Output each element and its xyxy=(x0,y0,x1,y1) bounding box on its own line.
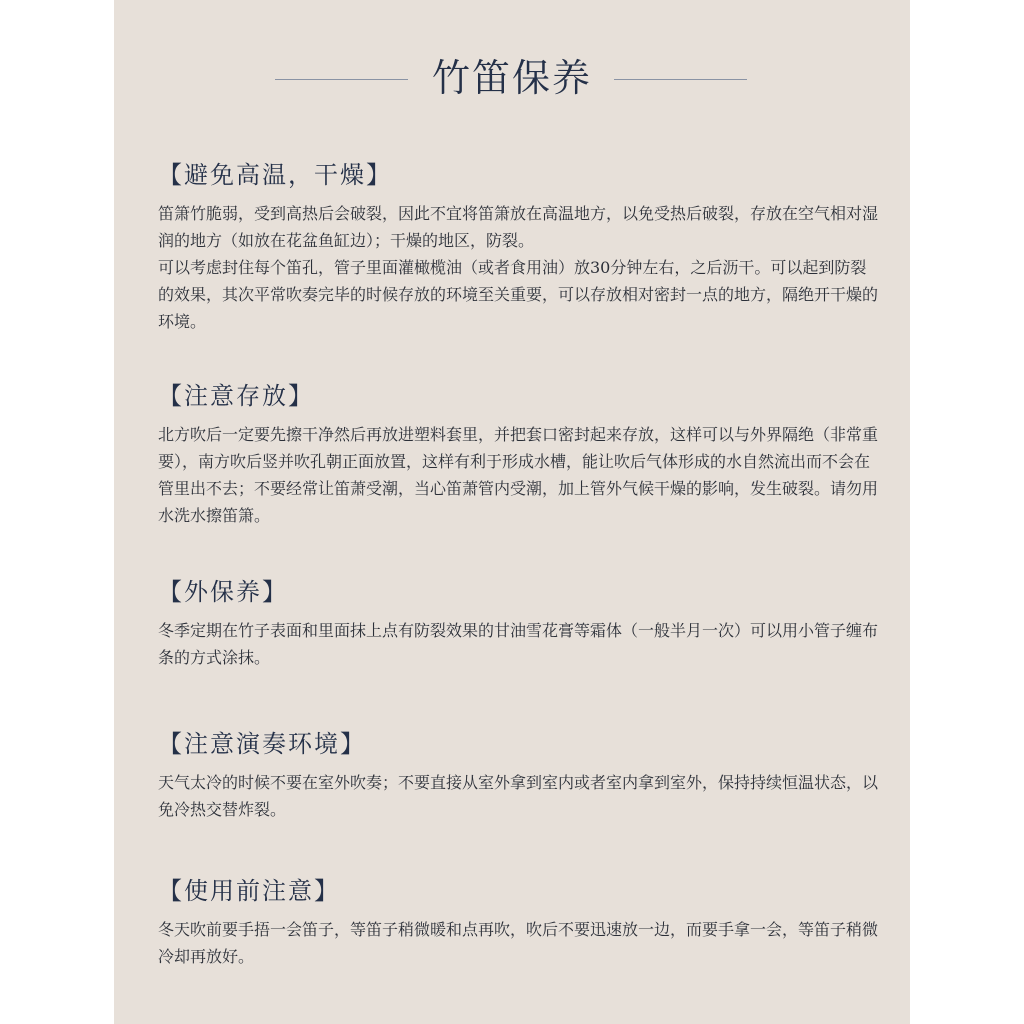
section-heading: 【使用前注意】 xyxy=(158,877,340,905)
section-heading: 【注意存放】 xyxy=(158,382,314,410)
section-heading: 【注意演奏环境】 xyxy=(158,730,366,758)
section-paragraph: 北方吹后一定要先擦干净然后再放进塑料套里，并把套口密封起来存放，这样可以与外界隔绝（非常重要），南方吹后竖并吹孔朝正面放置，这样有利于形成水槽，能让吹后气体形成的水自然流出而不会在管里出不去；不要经常让笛萧受潮，当心笛萧管内受潮，加上管外气候干燥的影响，发生破裂。请勿用水洗水擦笛箫。 xyxy=(158,425,879,525)
section-body xyxy=(158,200,878,335)
document-page xyxy=(114,0,910,1024)
section-paragraph: 笛箫竹脆弱，受到高热后会破裂，因此不宜将笛箫放在高温地方，以免受热后破裂，存放在空气相对湿润的地方（如放在花盆鱼缸边）；干燥的地区，防裂。 xyxy=(158,204,879,250)
section-body xyxy=(158,617,878,671)
section-storage xyxy=(158,381,878,529)
section-heading: 【避免高温，干燥】 xyxy=(158,161,392,189)
section-external-care xyxy=(158,577,878,671)
section-paragraph: 冬季定期在竹子表面和里面抹上点有防裂效果的甘油雪花膏等霜体（一般半月一次）可以用小管子缠布条的方式涂抹。 xyxy=(158,621,879,667)
page-title: 竹笛保养 xyxy=(431,56,592,100)
section-heading: 【外保养】 xyxy=(158,578,288,606)
section-environment xyxy=(158,729,878,823)
section-body xyxy=(158,769,878,823)
title-row xyxy=(114,52,910,108)
section-before-use xyxy=(158,876,878,970)
section-paragraph: 冬天吹前要手捂一会笛子，等笛子稍微暖和点再吹，吹后不要迅速放一边，而要手拿一会，等笛子稍微冷却再放好。 xyxy=(158,920,879,966)
section-paragraph: 可以考虑封住每个笛孔，管子里面灌橄榄油（或者食用油）放30分钟左右，之后沥干。可以起到防裂的效果，其次平常吹奏完毕的时候存放的环境至关重要，可以存放相对密封一点的地方，隔绝开干燥的环境。 xyxy=(158,258,879,331)
section-body xyxy=(158,421,878,529)
title-divider-left xyxy=(275,79,408,80)
section-avoid-heat xyxy=(158,160,878,335)
title-divider-right xyxy=(614,79,747,80)
section-body xyxy=(158,916,878,970)
section-paragraph: 天气太冷的时候不要在室外吹奏；不要直接从室外拿到室内或者室内拿到室外，保持持续恒温状态，以免冷热交替炸裂。 xyxy=(158,773,879,819)
